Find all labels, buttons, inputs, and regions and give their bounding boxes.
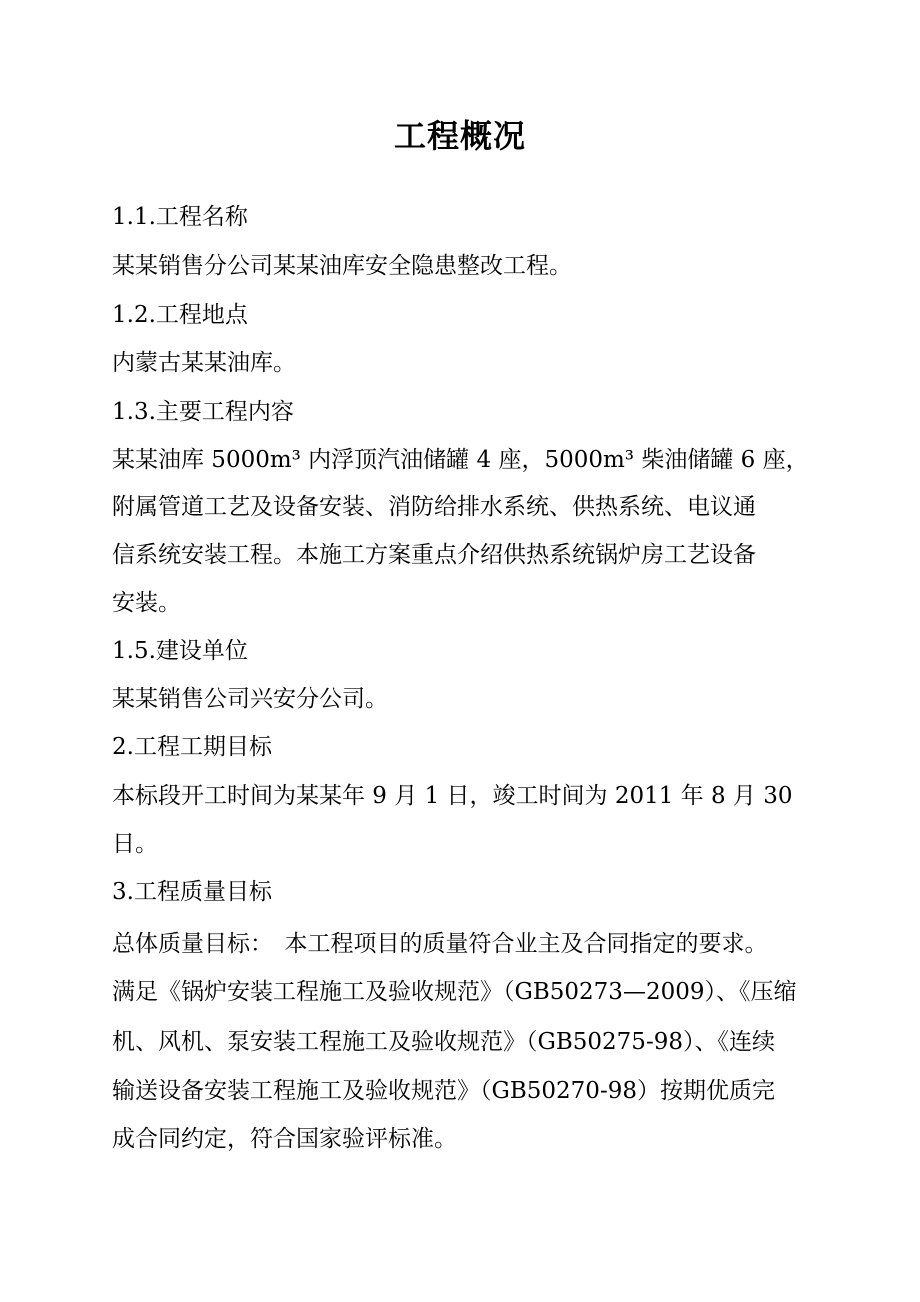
paragraph-project-location: 内蒙古某某油库。 [112, 350, 296, 376]
paragraph-schedule-line-1: 本标段开工时间为某某年 9 月 1 日，竣工时间为 2011 年 8 月 30 [112, 783, 793, 809]
paragraph-project-name: 某某销售分公司某某油库安全隐患整改工程。 [112, 253, 572, 279]
paragraph-main-content-line-3: 信系统安装工程。本施工方案重点介绍供热系统锅炉房工艺设备 [112, 542, 756, 568]
paragraph-quality-line-4: 输送设备安装工程施工及验收规范》（GB50270-98）按期优质完 [112, 1078, 775, 1104]
paragraph-quality-line-2: 满足《锅炉安装工程施工及验收规范》（GB50273—2009）、《压缩 [112, 979, 797, 1005]
paragraph-main-content-line-1: 某某油库 5000m³ 内浮顶汽油储罐 4 座，5000m³ 柴油储罐 6 座， [112, 447, 809, 473]
section-heading-project-location: 1.2.工程地点 [112, 302, 248, 328]
paragraph-quality-line-3: 机、风机、泵安装工程施工及验收规范》（GB50275-98）、《连续 [112, 1029, 775, 1055]
section-heading-project-name: 1.1.工程名称 [112, 204, 248, 230]
section-heading-schedule-target: 2.工程工期目标 [112, 734, 272, 760]
section-heading-construction-unit: 1.5.建设单位 [112, 638, 248, 664]
paragraph-main-content-line-2: 附属管道工艺及设备安装、消防给排水系统、供热系统、电议通 [112, 494, 756, 520]
document-title: 工程概况 [393, 117, 526, 155]
paragraph-schedule-line-2: 日。 [112, 831, 158, 857]
section-heading-main-content: 1.3.主要工程内容 [112, 399, 294, 425]
paragraph-quality-line-5: 成合同约定，符合国家验评标准。 [112, 1126, 457, 1152]
section-heading-quality-target: 3.工程质量目标 [112, 879, 272, 905]
paragraph-quality-line-1: 总体质量目标： 本工程项目的质量符合业主及合同指定的要求。 [112, 931, 768, 957]
paragraph-main-content-line-4: 安装。 [112, 590, 181, 616]
paragraph-construction-unit: 某某销售公司兴安分公司。 [112, 686, 388, 712]
